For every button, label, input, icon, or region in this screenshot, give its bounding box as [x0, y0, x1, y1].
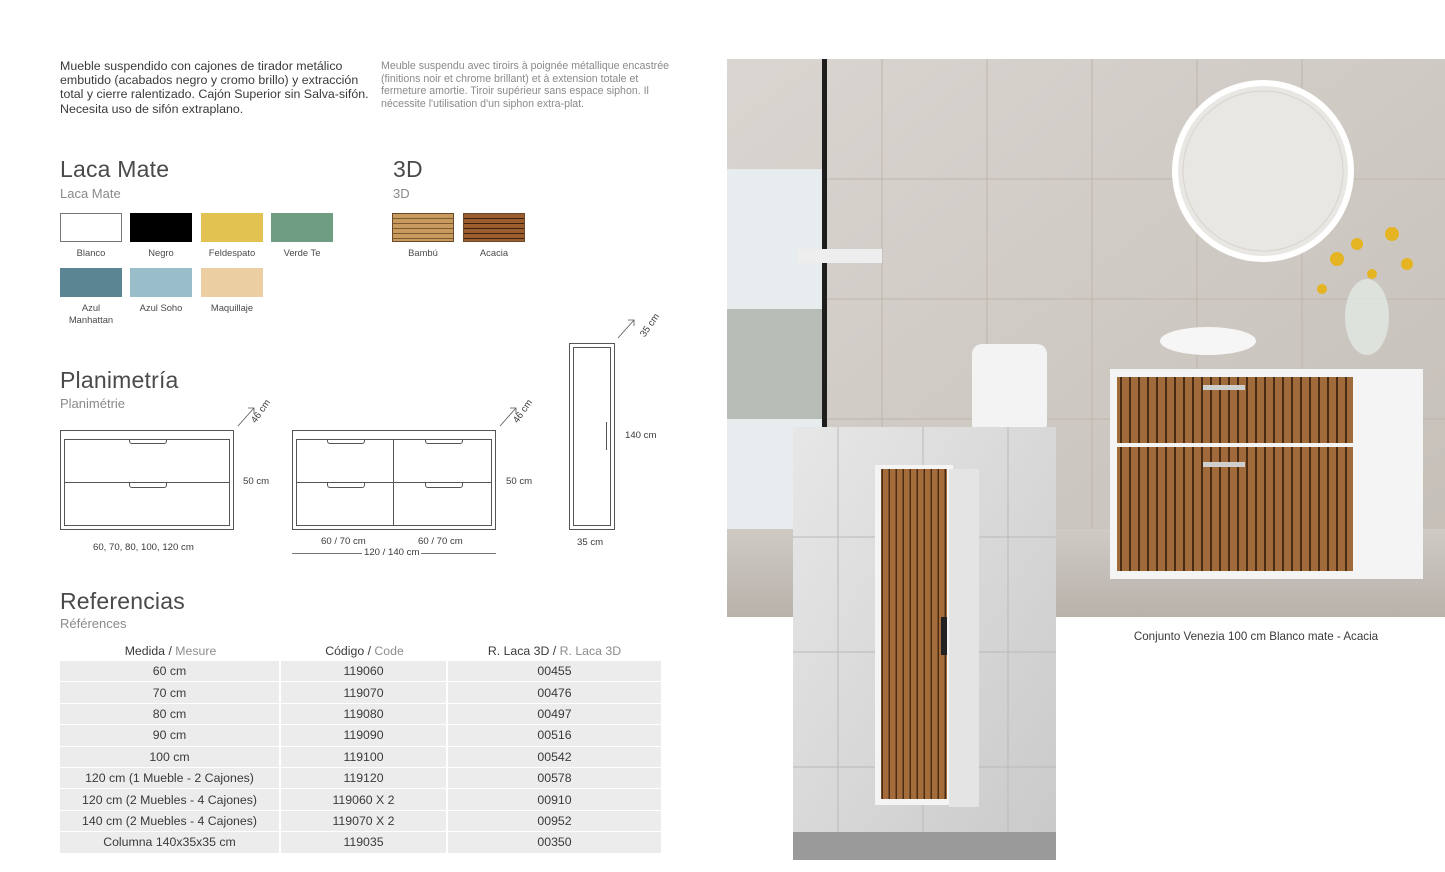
cell-medida: Columna 140x35x35 cm: [60, 832, 281, 852]
cell-codigo: 119080: [281, 704, 448, 724]
swatch-negro: [130, 213, 192, 242]
swatch-feldespato: [201, 213, 263, 242]
d3-height: 140 cm: [625, 430, 657, 441]
references-title: Referencias: [60, 588, 185, 614]
cell-ref: 00476: [448, 682, 661, 702]
description-es: Mueble suspendido con cajones de tirador metálico embutido (acabados negro y cromo brillo) y extracción total y cierre ralentizado. Cajón Superior sin Salva-sifón. Necesita uso de sifón extraplano.: [60, 59, 369, 116]
swatch-azul-soho: [130, 268, 192, 297]
table-row: [60, 661, 661, 681]
cell-medida: 80 cm: [60, 704, 281, 724]
swatch-azul-manhattan: [60, 268, 122, 297]
d2-total-width: 120 / 140 cm: [364, 547, 420, 558]
table-row: [60, 811, 661, 831]
cell-ref: 00952: [448, 811, 661, 831]
col-header-medida: Medida / Mesure: [124, 643, 217, 658]
table-row: [60, 725, 661, 745]
drawer-handle: [129, 483, 167, 488]
drawer-handle: [327, 483, 365, 488]
d1-height: 50 cm: [243, 476, 270, 487]
table-row: [60, 832, 661, 852]
swatch-label: Bambú: [408, 247, 438, 258]
cell-codigo: 119060 X 2: [281, 789, 448, 809]
cell-ref: 00578: [448, 768, 661, 788]
cell-medida: 120 cm (2 Muebles - 4 Cajones): [60, 789, 281, 809]
cell-medida: 90 cm: [60, 725, 281, 745]
cell-codigo: 119090: [281, 725, 448, 745]
column-drawing: [569, 343, 615, 530]
d2-left-width: 60 / 70 cm: [321, 536, 366, 547]
d1-depth: 46 cm: [249, 397, 274, 426]
cell-ref: 00497: [448, 704, 661, 724]
cell-codigo: 119035: [281, 832, 448, 852]
swatch-blanco: [60, 213, 122, 242]
column-photo: [793, 427, 1056, 860]
d3-width: 35 cm: [577, 537, 604, 548]
drawer-handle: [425, 483, 463, 488]
swatch-label: Acacia: [479, 247, 509, 258]
swatch-maquillaje: [201, 268, 263, 297]
laca-title: Laca Mate: [60, 156, 170, 182]
cell-medida: 100 cm: [60, 747, 281, 767]
cell-medida: 140 cm (2 Muebles - 4 Cajones): [60, 811, 281, 831]
swatch-label: Feldespato: [208, 247, 256, 258]
table-row: [60, 789, 661, 809]
drawer-handle: [129, 439, 167, 444]
col-header-ref: R. Laca 3D / R. Laca 3D: [487, 643, 622, 658]
swatch-label: Verde Te: [283, 247, 321, 258]
drawer-handle: [327, 439, 365, 444]
d3-depth: 35 cm: [638, 311, 663, 340]
cell-codigo: 119060: [281, 661, 448, 681]
cell-ref: 00542: [448, 747, 661, 767]
table-row: [60, 768, 661, 788]
swatch-acacia: [463, 213, 525, 242]
swatch-label: Negro: [148, 247, 174, 258]
swatch-label: Maquillaje: [210, 302, 254, 313]
plan-title: Planimetría: [60, 367, 179, 393]
swatch-label: Blanco: [76, 247, 106, 258]
wood-subtitle: 3D: [393, 186, 410, 201]
references-subtitle: Références: [60, 616, 127, 631]
d2-height: 50 cm: [506, 476, 533, 487]
table-row: [60, 704, 661, 724]
module-divider: [393, 439, 394, 526]
swatch-verde-te: [271, 213, 333, 242]
cell-codigo: 119100: [281, 747, 448, 767]
cell-codigo: 119070 X 2: [281, 811, 448, 831]
drawer-handle: [425, 439, 463, 444]
cell-ref: 00910: [448, 789, 661, 809]
swatch-label: Azul Manhattan: [68, 302, 114, 325]
plan-subtitle: Planimétrie: [60, 396, 126, 411]
wood-title: 3D: [393, 156, 423, 182]
swatch-label: Azul Soho: [139, 302, 183, 313]
laca-subtitle: Laca Mate: [60, 186, 121, 201]
column-handle: [606, 422, 607, 450]
cabinet-drawing-double: [292, 430, 496, 530]
cell-medida: 60 cm: [60, 661, 281, 681]
d1-widths: 60, 70, 80, 100, 120 cm: [93, 542, 194, 553]
d2-depth: 46 cm: [511, 397, 536, 426]
cell-ref: 00350: [448, 832, 661, 852]
photo-caption: Conjunto Venezia 100 cm Blanco mate - Acacia: [1133, 630, 1379, 643]
d2-right-width: 60 / 70 cm: [418, 536, 463, 547]
cell-medida: 120 cm (1 Mueble - 2 Cajones): [60, 768, 281, 788]
cell-codigo: 119120: [281, 768, 448, 788]
description-fr: Meuble suspendu avec tiroirs à poignée métallique encastrée (finitions noir et chrome brillant) et à extension totale et fermeture amortie. Tiroir supérieur sans espace siphon. Il nécessite l'utilisation d'un siphon extra-plat.: [381, 60, 669, 110]
cell-ref: 00455: [448, 661, 661, 681]
table-row: [60, 682, 661, 702]
swatch-bambú: [392, 213, 454, 242]
references-table: [60, 640, 661, 854]
cell-codigo: 119070: [281, 682, 448, 702]
cabinet-drawing-single: [60, 430, 234, 530]
cell-ref: 00516: [448, 725, 661, 745]
cell-medida: 70 cm: [60, 682, 281, 702]
table-row: [60, 747, 661, 767]
col-header-codigo: Código / Code: [325, 643, 404, 658]
